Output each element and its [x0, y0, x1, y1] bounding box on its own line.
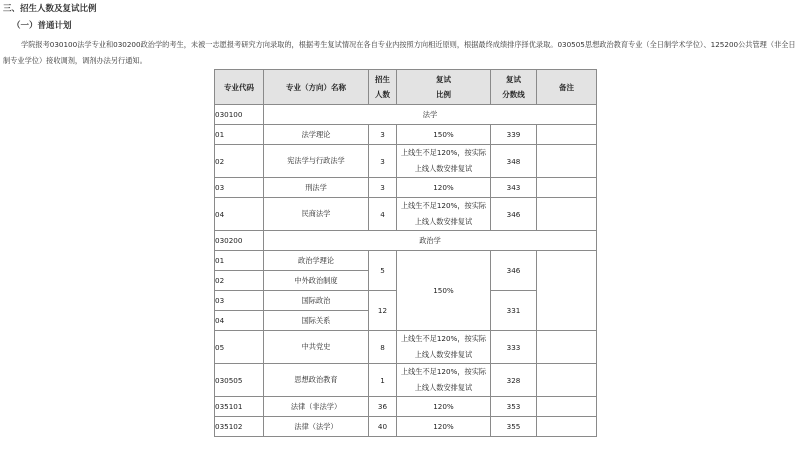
- cell-ratio-line1: 上线生不足120%，按实际: [400, 367, 487, 376]
- cell-ratio: 120%: [397, 417, 491, 437]
- cell-ratio: 120%: [397, 178, 491, 198]
- cell-quota: 12: [369, 291, 397, 331]
- cell-code: 04: [215, 198, 264, 231]
- cell-code: 030505: [215, 364, 264, 397]
- cell-quota: 8: [369, 331, 397, 364]
- header-ratio-line1: 复试: [436, 75, 451, 84]
- cell-ratio: 150%: [397, 125, 491, 145]
- cell-code: 04: [215, 311, 264, 331]
- header-quota-line1: 招生: [375, 75, 390, 84]
- table-row: [215, 364, 597, 397]
- header-ratio: [397, 70, 491, 105]
- cell-score: 331: [491, 291, 537, 331]
- cell-ratio: [397, 364, 491, 397]
- cell-quota: 1: [369, 364, 397, 397]
- cell-remark: [537, 251, 597, 331]
- table-row: [215, 251, 597, 271]
- cell-code: 05: [215, 331, 264, 364]
- cell-remark: [537, 331, 597, 364]
- cell-ratio: [397, 145, 491, 178]
- cell-score: 348: [491, 145, 537, 178]
- cell-group-name: 政治学: [264, 231, 597, 251]
- cell-ratio: [397, 331, 491, 364]
- table-row: [215, 397, 597, 417]
- header-name: 专业（方向）名称: [264, 70, 369, 105]
- cell-code: 035102: [215, 417, 264, 437]
- cell-score: 355: [491, 417, 537, 437]
- cell-remark: [537, 145, 597, 178]
- cell-quota: 40: [369, 417, 397, 437]
- cell-ratio-line2: 上线人数安排复试: [414, 383, 473, 392]
- cell-ratio-line1: 上线生不足120%，按实际: [400, 148, 487, 157]
- cell-code: 03: [215, 291, 264, 311]
- cell-name: 政治学理论: [264, 251, 369, 271]
- cell-quota: 4: [369, 198, 397, 231]
- cell-code: 03: [215, 178, 264, 198]
- header-code: 专业代码: [215, 70, 264, 105]
- table-header-row: [215, 70, 597, 105]
- subsection-title: （一）普通计划: [12, 21, 72, 31]
- cell-code: 02: [215, 271, 264, 291]
- table-row: [215, 178, 597, 198]
- cell-code: 02: [215, 145, 264, 178]
- cell-group-name: 法学: [264, 105, 597, 125]
- table-row: [215, 125, 597, 145]
- cell-name: 宪法学与行政法学: [264, 145, 369, 178]
- cell-score: 353: [491, 397, 537, 417]
- intro-paragraph: [3, 37, 797, 69]
- cell-code: 01: [215, 251, 264, 271]
- cell-remark: [537, 397, 597, 417]
- header-score-line2: 分数线: [502, 90, 525, 99]
- cell-quota: 3: [369, 178, 397, 198]
- header-quota: [369, 70, 397, 105]
- section-title: 三、招生人数及复试比例: [3, 4, 97, 14]
- cell-ratio-line2: 上线人数安排复试: [414, 350, 473, 359]
- cell-code: 01: [215, 125, 264, 145]
- cell-remark: [537, 178, 597, 198]
- cell-ratio-line1: 上线生不足120%，按实际: [400, 201, 487, 210]
- cell-score: 328: [491, 364, 537, 397]
- cell-quota: 36: [369, 397, 397, 417]
- cell-quota: 5: [369, 251, 397, 291]
- cell-ratio-line2: 上线人数安排复试: [414, 217, 473, 226]
- cell-code: 035101: [215, 397, 264, 417]
- cell-remark: [537, 364, 597, 397]
- cell-ratio-line2: 上线人数安排复试: [414, 164, 473, 173]
- header-remark: 备注: [537, 70, 597, 105]
- header-ratio-line2: 比例: [436, 90, 451, 99]
- intro-paragraph-text: 学院报考030100法学专业和030200政治学的考生，未被一志愿报考研究方向录取的，根据考生复试情况在各自专业内按照方向相近原则，根据最终成绩排序择优录取。030505思想政治教育专业（全日制学术学位）、125200公共管理（非全日制专业学位）接收调剂，调剂办法另行通知。: [3, 40, 796, 65]
- table-row: [215, 417, 597, 437]
- cell-remark: [537, 198, 597, 231]
- cell-name: 民商法学: [264, 198, 369, 231]
- table-row: [215, 198, 597, 231]
- cell-name: 中外政治制度: [264, 271, 369, 291]
- cell-remark: [537, 417, 597, 437]
- cell-name: 中共党史: [264, 331, 369, 364]
- cell-name: 法律（非法学）: [264, 397, 369, 417]
- cell-score: 346: [491, 198, 537, 231]
- cell-ratio: [397, 198, 491, 231]
- cell-ratio: 150%: [397, 251, 491, 331]
- table-row: [215, 105, 597, 125]
- cell-name: 法学理论: [264, 125, 369, 145]
- table-row: [215, 145, 597, 178]
- cell-name: 刑法学: [264, 178, 369, 198]
- cell-score: 333: [491, 331, 537, 364]
- table-row: [215, 331, 597, 364]
- cell-quota: 3: [369, 145, 397, 178]
- cell-remark: [537, 125, 597, 145]
- cell-name: 国际政治: [264, 291, 369, 311]
- cell-name: 国际关系: [264, 311, 369, 331]
- header-quota-line2: 人数: [375, 90, 390, 99]
- header-score-line1: 复试: [506, 75, 521, 84]
- enrollment-table: [214, 69, 597, 437]
- cell-code: 030200: [215, 231, 264, 251]
- cell-score: 346: [491, 251, 537, 291]
- cell-quota: 3: [369, 125, 397, 145]
- cell-code: 030100: [215, 105, 264, 125]
- cell-ratio-line1: 上线生不足120%，按实际: [400, 334, 487, 343]
- cell-score: 339: [491, 125, 537, 145]
- header-score: [491, 70, 537, 105]
- cell-name: 法律（法学）: [264, 417, 369, 437]
- cell-name: 思想政治教育: [264, 364, 369, 397]
- table-row: [215, 231, 597, 251]
- cell-ratio: 120%: [397, 397, 491, 417]
- cell-score: 343: [491, 178, 537, 198]
